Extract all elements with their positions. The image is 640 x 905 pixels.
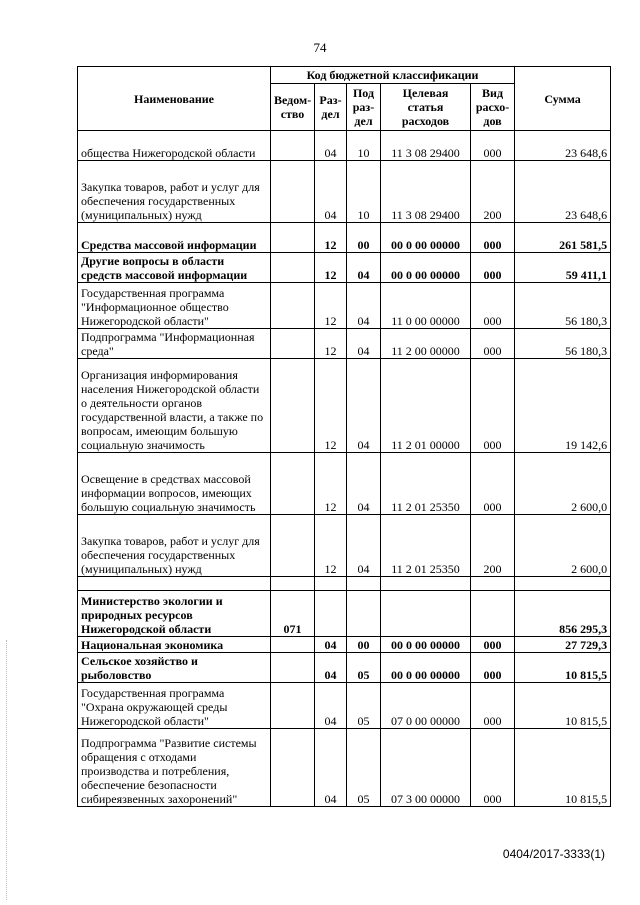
table-row (78, 253, 611, 283)
row-razdel: 12 (315, 515, 347, 577)
row-target-article: 00 0 00 00000 (381, 253, 471, 283)
table-row (78, 729, 611, 807)
row-vedomstvo (271, 653, 315, 683)
row-name: Закупка товаров, работ и услуг для обеспечения государственных (муниципальных) нужд (78, 515, 271, 577)
row-expense-type: 000 (471, 223, 515, 253)
row-sum: 10 815,5 (515, 683, 611, 729)
row-sum: 19 142,6 (515, 359, 611, 453)
row-name: Государственная программа "Информационное общество Нижегородской области" (78, 283, 271, 329)
budget-table (77, 66, 611, 807)
row-vedomstvo (271, 359, 315, 453)
row-target-article: 11 3 08 29400 (381, 161, 471, 223)
row-sum: 27 729,3 (515, 637, 611, 653)
row-expense-type: 000 (471, 283, 515, 329)
header-podrazdel: Под раз-дел (347, 84, 381, 131)
row-razdel: 04 (315, 161, 347, 223)
row-target-article: 11 2 00 00000 (381, 329, 471, 359)
row-vedomstvo (271, 131, 315, 161)
row-sum: 56 180,3 (515, 329, 611, 359)
row-vedomstvo (271, 683, 315, 729)
row-podrazdel (347, 577, 381, 591)
row-sum: 10 815,5 (515, 653, 611, 683)
row-podrazdel: 10 (347, 131, 381, 161)
row-vedomstvo (271, 253, 315, 283)
header-name: Наименование (78, 67, 271, 131)
row-expense-type: 000 (471, 359, 515, 453)
row-target-article: 00 0 00 00000 (381, 637, 471, 653)
row-name: Национальная экономика (78, 637, 271, 653)
row-vedomstvo (271, 161, 315, 223)
row-target-article: 11 2 01 25350 (381, 453, 471, 515)
row-razdel: 04 (315, 653, 347, 683)
row-expense-type: 200 (471, 515, 515, 577)
row-expense-type (471, 577, 515, 591)
row-target-article: 11 2 01 00000 (381, 359, 471, 453)
row-razdel: 12 (315, 453, 347, 515)
row-podrazdel: 04 (347, 453, 381, 515)
header-vedomstvo: Ведом-ство (271, 84, 315, 131)
row-podrazdel: 04 (347, 329, 381, 359)
row-podrazdel: 00 (347, 637, 381, 653)
row-podrazdel: 04 (347, 283, 381, 329)
row-razdel (315, 591, 347, 637)
row-name: Другие вопросы в области средств массовой информации (78, 253, 271, 283)
row-sum (515, 577, 611, 591)
table-row (78, 329, 611, 359)
row-podrazdel: 05 (347, 653, 381, 683)
row-name (78, 577, 271, 591)
row-podrazdel: 05 (347, 683, 381, 729)
row-expense-type (471, 591, 515, 637)
row-name: Освещение в средствах массовой информации вопросов, имеющих большую социальную значимость (78, 453, 271, 515)
table-row (78, 453, 611, 515)
row-target-article (381, 591, 471, 637)
row-expense-type: 000 (471, 653, 515, 683)
row-expense-type: 000 (471, 683, 515, 729)
row-target-article: 11 3 08 29400 (381, 131, 471, 161)
header-razdel: Раз-дел (315, 84, 347, 131)
row-vedomstvo (271, 223, 315, 253)
row-expense-type: 000 (471, 329, 515, 359)
header-expense-type: Вид расхо-дов (471, 84, 515, 131)
row-name: Закупка товаров, работ и услуг для обеспечения государственных (муниципальных) нужд (78, 161, 271, 223)
table-row (78, 515, 611, 577)
row-razdel: 12 (315, 223, 347, 253)
row-target-article: 07 3 00 00000 (381, 729, 471, 807)
row-podrazdel: 04 (347, 515, 381, 577)
row-target-article: 07 0 00 00000 (381, 683, 471, 729)
row-podrazdel: 10 (347, 161, 381, 223)
row-razdel: 12 (315, 329, 347, 359)
row-vedomstvo (271, 637, 315, 653)
row-razdel: 04 (315, 131, 347, 161)
row-target-article: 11 2 01 25350 (381, 515, 471, 577)
table-row (78, 577, 611, 591)
row-vedomstvo (271, 729, 315, 807)
row-sum: 2 600,0 (515, 515, 611, 577)
table-row (78, 683, 611, 729)
row-razdel: 12 (315, 359, 347, 453)
row-expense-type: 000 (471, 729, 515, 807)
row-razdel: 04 (315, 683, 347, 729)
row-podrazdel: 00 (347, 223, 381, 253)
row-podrazdel: 04 (347, 253, 381, 283)
row-vedomstvo (271, 453, 315, 515)
row-sum: 856 295,3 (515, 591, 611, 637)
row-vedomstvo (271, 329, 315, 359)
row-razdel: 04 (315, 637, 347, 653)
row-name: Министерство экологии и природных ресурсов Нижегородской области (78, 591, 271, 637)
row-sum: 2 600,0 (515, 453, 611, 515)
header-sum: Сумма (515, 67, 611, 131)
row-vedomstvo (271, 283, 315, 329)
scan-edge-marks (6, 640, 8, 900)
row-name: Подпрограмма "Информационная среда" (78, 329, 271, 359)
row-razdel (315, 577, 347, 591)
table-row (78, 131, 611, 161)
row-vedomstvo: 071 (271, 591, 315, 637)
row-vedomstvo (271, 577, 315, 591)
row-name: общества Нижегородской области (78, 131, 271, 161)
row-expense-type: 200 (471, 161, 515, 223)
row-target-article (381, 577, 471, 591)
row-podrazdel: 05 (347, 729, 381, 807)
table-row (78, 223, 611, 253)
document-code: 0404/2017-3333(1) (502, 847, 605, 861)
table-row (78, 161, 611, 223)
row-razdel: 12 (315, 253, 347, 283)
row-target-article: 00 0 00 00000 (381, 223, 471, 253)
row-sum: 261 581,5 (515, 223, 611, 253)
row-name: Подпрограмма "Развитие системы обращения с отходами производства и потребления, обеспечение безопасности сибиреязвенных захоронений" (78, 729, 271, 807)
row-name: Средства массовой информации (78, 223, 271, 253)
row-podrazdel: 04 (347, 359, 381, 453)
row-razdel: 04 (315, 729, 347, 807)
row-name: Организация информирования населения Нижегородской области о деятельности органов государственной власти, а также по вопросам, имеющим большую социальную значимость (78, 359, 271, 453)
table-row (78, 653, 611, 683)
table-row (78, 591, 611, 637)
table-row (78, 359, 611, 453)
row-razdel: 12 (315, 283, 347, 329)
table-row (78, 283, 611, 329)
table-row (78, 637, 611, 653)
row-expense-type: 000 (471, 453, 515, 515)
row-sum: 56 180,3 (515, 283, 611, 329)
header-budget-code-group: Код бюджетной классификации (271, 67, 515, 84)
page-number: 74 (313, 40, 327, 55)
row-sum: 23 648,6 (515, 131, 611, 161)
header-target-article: Целевая статья расходов (381, 84, 471, 131)
row-name: Государственная программа "Охрана окружающей среды Нижегородской области" (78, 683, 271, 729)
row-sum: 10 815,5 (515, 729, 611, 807)
row-expense-type: 000 (471, 131, 515, 161)
row-sum: 23 648,6 (515, 161, 611, 223)
row-expense-type: 000 (471, 637, 515, 653)
row-sum: 59 411,1 (515, 253, 611, 283)
row-vedomstvo (271, 515, 315, 577)
row-name: Сельское хозяйство и рыболовство (78, 653, 271, 683)
row-podrazdel (347, 591, 381, 637)
row-target-article: 00 0 00 00000 (381, 653, 471, 683)
row-expense-type: 000 (471, 253, 515, 283)
row-target-article: 11 0 00 00000 (381, 283, 471, 329)
